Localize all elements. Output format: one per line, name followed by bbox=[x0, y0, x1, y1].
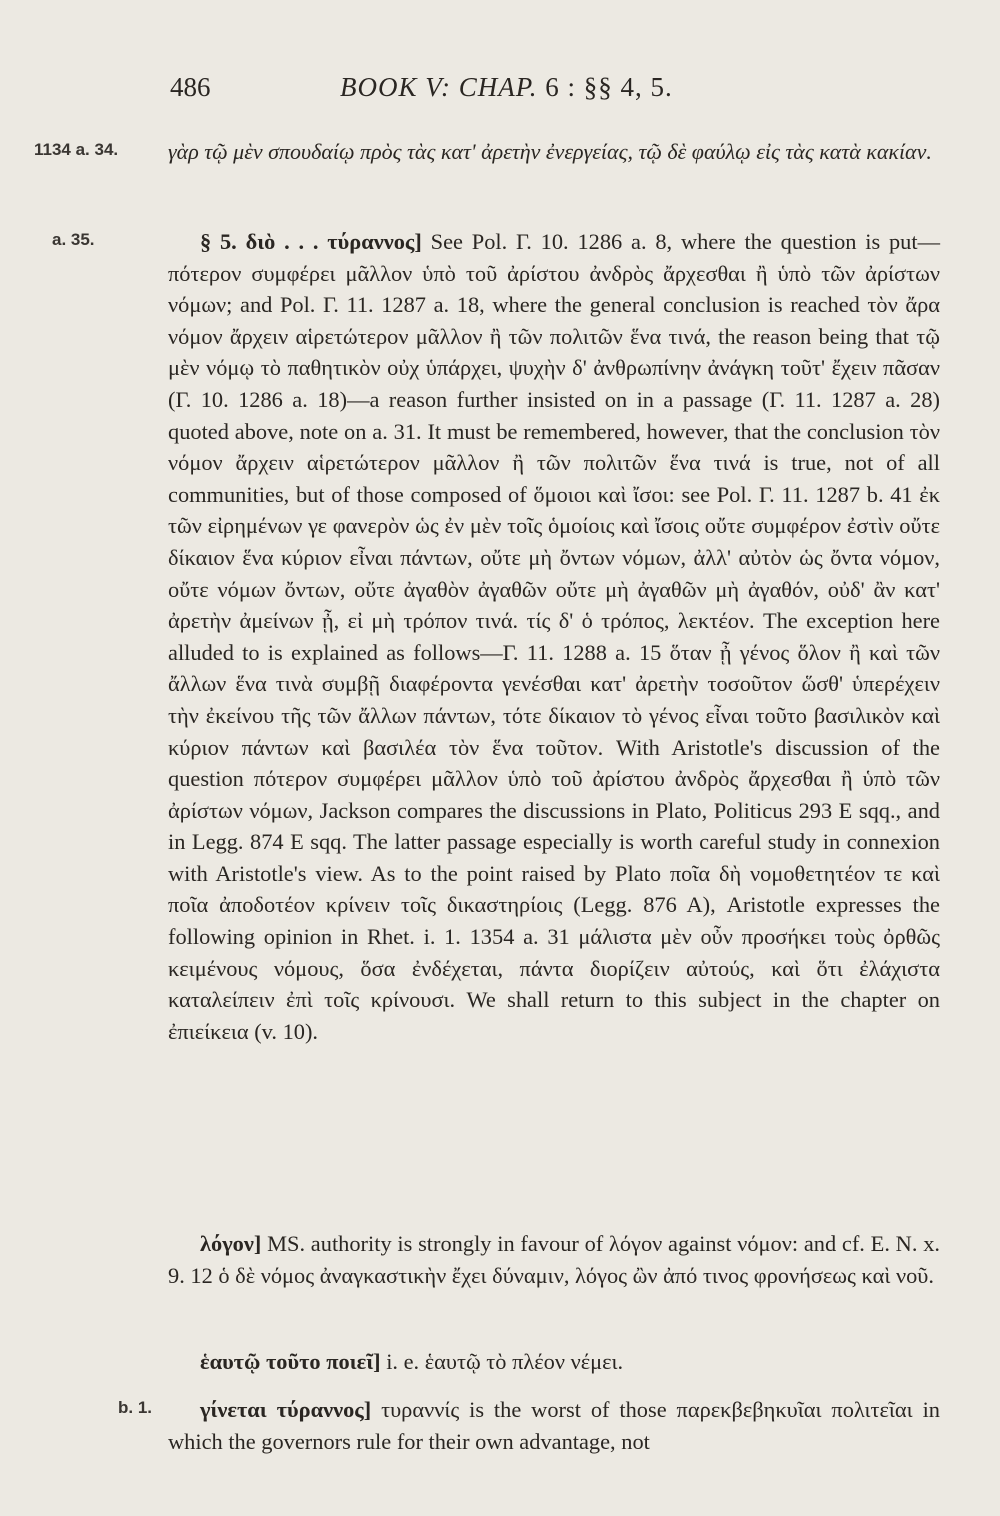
note-text: MS. authority is strongly in favour of λόγον against νόμον: and cf. E. N. x. 9. 12 ὁ δὲ νόμος ἀναγκαστικὴν ἔχει δύναμιν, λόγος ὢν ἀπό τινος φρονήσεως καὶ νοῦ. bbox=[168, 1231, 940, 1288]
lemma: λόγον] bbox=[200, 1231, 262, 1256]
note-body bbox=[168, 226, 940, 1047]
lemma: § 5. διὸ . . . τύραννος] bbox=[200, 229, 422, 254]
lemma: ἑαυτῷ τοῦτο ποιεῖ] bbox=[200, 1349, 381, 1374]
note-body bbox=[168, 1394, 940, 1457]
page-number: 486 bbox=[170, 72, 211, 102]
running-head bbox=[340, 72, 673, 103]
running-head-section: 6 : §§ 4, 5. bbox=[545, 72, 673, 102]
note-text: i. e. ἑαυτῷ τὸ πλέον νέμει. bbox=[386, 1349, 624, 1374]
note-body bbox=[168, 1228, 940, 1291]
note-text: γὰρ τῷ μὲν σπουδαίῳ πρὸς τὰς κατ' ἀρετὴν ἐνεργείας, τῷ δὲ φαύλῳ εἰς τὰς κατὰ κακίαν. bbox=[168, 139, 932, 164]
page-header bbox=[165, 72, 965, 112]
line-reference: a. 35. bbox=[52, 230, 95, 249]
note-text: See Pol. Γ. 10. 1286 a. 8, where the question is put—πότερον συμφέρει μᾶλλον ὑπὸ τοῦ ἀρίστου ἀνδρὸς ἄρχεσθαι ἢ ὑπὸ τῶν ἀρίστων νόμων; and Pol. Γ. 11. 1287 a. 18, where the general conclusion is reached τὸν ἄρα νόμον ἄρχειν αἱρετώτερον μᾶλλον ἢ τῶν πολιτῶν ἕνα τινά, the reason being that τῷ μὲν νόμῳ τὸ παθητικὸν οὐχ ὑπάρχει, ψυχὴν δ' ἀνθρωπίνην ἀνάγκη τοῦτ' ἔχειν πᾶσαν (Γ. 10. 1286 a. 18)—a reason further insisted on in a passage (Γ. 11. 1287 a. 28) quoted above, note on a. 31. It must be remembered, however, that the conclusion τὸν νόμον ἄρχειν αἱρετώτερον μᾶλλον ἢ τῶν πολιτῶν ἕνα τινά is true, not of all communities, but of those composed of ὅμοιοι καὶ ἴσοι: see Pol. Γ. 11. 1287 b. 41 ἐκ τῶν εἰρημένων γε φανερὸν ὡς ἐν μὲν τοῖς ὁμοίοις καὶ ἴσοις οὔτε συμφέρον ἐστὶν οὔτε δίκαιον ἕνα κύριον εἶναι πάντων, οὔτε μὴ ὄντων νόμων, ἀλλ' αὐτὸν ὡς ὄντα νόμον, οὔτε νόμων ὄντων, οὔτε ἀγαθὸν ἀγαθῶν οὔτε μὴ ἀγαθῶν μὴ ἀγαθόν, οὐδ' ἂν κατ' ἀρετὴν ἀμείνων ᾖ, εἰ μὴ τρόπον τινά. τίς δ' ὁ τρόπος, λεκτέον. The exception here alluded to is explained as follows—Γ. 11. 1288 a. 15 ὅταν ᾖ γένος ὅλον ἢ καὶ τῶν ἄλλων ἕνα τινὰ συμβῇ διαφέροντα γενέσθαι κατ' ἀρετὴν τοσοῦτον ὥσθ' ὑπερέχειν τὴν ἐκείνου τῆς τῶν ἄλλων πάντων, τότε δίκαιον τὸ γένος εἶναι τοῦτο βασιλικὸν καὶ κύριον πάντων καὶ βασιλέα τὸν ἕνα τοῦτον. With Aristotle's discussion of the question πότερον συμφέρει μᾶλλον ὑπὸ τοῦ ἀρίστου ἀνδρὸς ἄρχεσθαι ἢ ὑπὸ τῶν ἀρίστων νόμων, Jackson compares the discussions in Plato, Politicus 293 E sqq., and in Legg. 874 E sqq. The latter passage especially is worth careful study in connexion with Aristotle's view. As to the point raised by Plato ποῖα δὴ νομοθετητέον τε καὶ ποῖα ἀποδοτέον κρίνειν τοῖς δικαστηρίοις (Legg. 876 A), Aristotle expresses the following opinion in Rhet. i. 1. 1354 a. 31 μάλιστα μὲν οὖν προσήκει τοὺς ὀρθῶς κειμένους νόμους, ὅσα ἐνδέχεται, πάντα διορίζειν αὐτούς, καὶ ὅτι ἐλάχιστα καταλείπειν ἐπὶ τοῖς κρίνουσι. We shall return to this subject in the chapter on ἐπιείκεια (v. 10). bbox=[168, 229, 940, 1044]
line-reference: b. 1. bbox=[118, 1398, 153, 1417]
note-body bbox=[168, 1346, 940, 1378]
line-reference: 1134 a. 34. bbox=[34, 140, 119, 159]
running-head-italic: BOOK V: CHAP. bbox=[340, 72, 538, 102]
lemma: γίνεται τύραννος] bbox=[200, 1397, 372, 1422]
note-text: τυραννίς is the worst of those παρεκβεβηκυῖαι πολιτεῖαι in which the governors rule for their own advantage, not bbox=[168, 1397, 940, 1454]
